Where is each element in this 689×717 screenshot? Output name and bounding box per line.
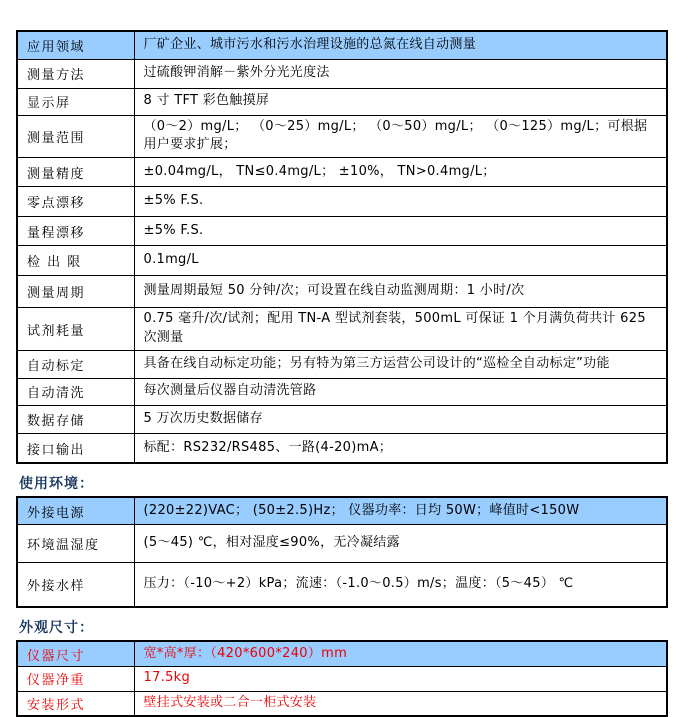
table-row xyxy=(17,276,667,308)
spec-value: ±5% F.S. xyxy=(134,187,667,217)
spec-value: 17.5kg xyxy=(134,666,667,691)
spec-value: (5～45) ℃，相对湿度≤90%，无冷凝结露 xyxy=(134,524,667,562)
spec-value: ±5% F.S. xyxy=(134,217,667,246)
table-row xyxy=(17,562,667,607)
spec-value: 厂矿企业、城市污水和污水治理设施的总氮在线自动测量 xyxy=(134,31,667,59)
table-row xyxy=(17,115,667,158)
spec-label: 测量周期 xyxy=(17,276,134,308)
spec-value: 宽*高*厚：（420*600*240）mm xyxy=(134,641,667,666)
spec-label: 外接电源 xyxy=(17,497,134,524)
spec-value: ±0.04mg/L， TN≤0.4mg/L； ±10%， TN>0.4mg/L； xyxy=(134,158,667,187)
spec-value: 测量周期最短 50 分钟/次；可设置在线自动监测周期：1 小时/次 xyxy=(134,276,667,308)
table-row xyxy=(17,641,667,666)
spec-value: 过硫酸钾消解－紫外分光光度法 xyxy=(134,59,667,88)
table-row xyxy=(17,405,667,433)
table-row xyxy=(17,691,667,716)
spec-label: 测量精度 xyxy=(17,158,134,187)
spec-label: 仪器净重 xyxy=(17,666,134,691)
table-row xyxy=(17,433,667,463)
table-row xyxy=(17,31,667,59)
table-row xyxy=(17,350,667,378)
table-row xyxy=(17,378,667,405)
spec-label: 仪器尺寸 xyxy=(17,641,134,666)
spec-value: （0～2）mg/L； （0～25）mg/L； （0～50）mg/L； （0～125）mg/L；可根据用户要求扩展； xyxy=(134,115,667,158)
table-row xyxy=(17,217,667,246)
table-row xyxy=(17,497,667,524)
spec-label: 测量方法 xyxy=(17,59,134,88)
spec-value: 标配：RS232/RS485、一路(4-20)mA； xyxy=(134,433,667,463)
spec-value: 5 万次历史数据储存 xyxy=(134,405,667,433)
section-heading-dimensions: 外观尺寸： xyxy=(19,620,94,637)
table-row xyxy=(17,246,667,276)
spec-label: 检 出 限 xyxy=(17,246,134,276)
spec-value: 每次测量后仪器自动清洗管路 xyxy=(134,378,667,405)
environment-table xyxy=(16,496,668,608)
spec-label: 量程漂移 xyxy=(17,217,134,246)
table-row xyxy=(17,666,667,691)
spec-value: 壁挂式安装或二合一柜式安装 xyxy=(134,691,667,716)
spec-label: 外接水样 xyxy=(17,562,134,607)
main-spec-table xyxy=(16,30,668,464)
table-row xyxy=(17,187,667,217)
spec-label: 零点漂移 xyxy=(17,187,134,217)
spec-value: 0.1mg/L xyxy=(134,246,667,276)
dimensions-table xyxy=(16,640,668,717)
spec-label: 测量范围 xyxy=(17,115,134,158)
spec-label: 接口输出 xyxy=(17,433,134,463)
spec-label: 自动标定 xyxy=(17,350,134,378)
spec-label: 应用领域 xyxy=(17,31,134,59)
spec-value: 8 寸 TFT 彩色触摸屏 xyxy=(134,88,667,115)
spec-label: 环境温湿度 xyxy=(17,524,134,562)
spec-value: 具备在线自动标定功能；另有特为第三方运营公司设计的“巡检全自动标定”功能 xyxy=(134,350,667,378)
spec-value: 0.75 毫升/次/试剂；配用 TN-A 型试剂套装，500mL 可保证 1 个月满负荷共计 625 次测量 xyxy=(134,308,667,351)
table-row xyxy=(17,308,667,351)
spec-label: 数据存储 xyxy=(17,405,134,433)
spec-label: 自动清洗 xyxy=(17,378,134,405)
spec-label: 安装形式 xyxy=(17,691,134,716)
table-row xyxy=(17,158,667,187)
section-heading-environment: 使用环境： xyxy=(19,476,94,493)
table-row xyxy=(17,88,667,115)
table-row xyxy=(17,524,667,562)
spec-label: 试剂耗量 xyxy=(17,308,134,351)
spec-value: (220±22)VAC； (50±2.5)Hz； 仪器功率：日均 50W；峰值时<150W xyxy=(134,497,667,524)
spec-value: 压力：（-10～+2）kPa；流速：（-1.0～0.5）m/s；温度：（5～45） ℃ xyxy=(134,562,667,607)
table-row xyxy=(17,59,667,88)
spec-label: 显示屏 xyxy=(17,88,134,115)
